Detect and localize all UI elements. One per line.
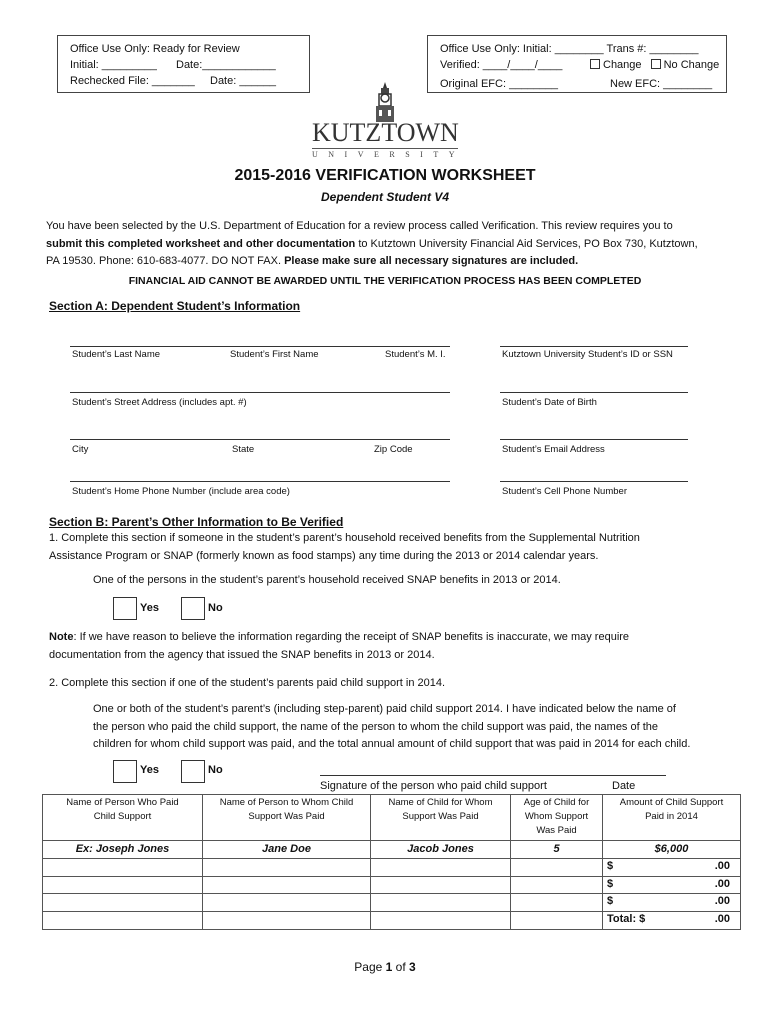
email-line[interactable] — [500, 439, 688, 440]
payer-cell[interactable] — [43, 858, 203, 876]
child-cell[interactable] — [371, 912, 511, 930]
page-footer: Page 1 of 3 — [354, 960, 416, 974]
dob-label: Student’s Date of Birth — [502, 397, 597, 408]
payee-cell[interactable] — [203, 894, 371, 912]
office-left-date: Date:____________ — [176, 59, 276, 71]
header-amount: Amount of Child Support Paid in 2014 — [603, 795, 741, 841]
total-cell[interactable]: Total: $ .00 — [603, 912, 741, 930]
cs-yes-label: Yes — [140, 764, 159, 776]
header-age: Age of Child for Whom Support Was Paid — [511, 795, 603, 841]
age-cell[interactable] — [511, 912, 603, 930]
amount-cell[interactable]: $ .00 — [603, 894, 741, 912]
age-cell[interactable] — [511, 876, 603, 894]
payee-cell[interactable] — [203, 858, 371, 876]
header-payee: Name of Person to Whom Child Support Was Paid — [203, 795, 371, 841]
office-left-line1: Office Use Only: Ready for Review — [70, 43, 240, 55]
example-amount: $6,000 — [603, 841, 741, 859]
clock-tower-icon — [370, 82, 400, 122]
example-age: 5 — [511, 841, 603, 859]
payer-cell[interactable] — [43, 912, 203, 930]
table-header-row — [43, 795, 741, 841]
snap-no-checkbox[interactable] — [181, 597, 205, 620]
home-phone-line[interactable] — [70, 481, 450, 482]
student-id-label: Kutztown University Student’s ID or SSN — [502, 349, 673, 360]
section-b-item2: 2. Complete this section if one of the student’s parents paid child support in 2014. — [49, 677, 446, 689]
change-checkbox[interactable] — [590, 59, 600, 69]
change-label: Change — [603, 59, 642, 71]
name-line[interactable] — [70, 346, 450, 347]
email-label: Student’s Email Address — [502, 444, 605, 455]
new-efc: New EFC: ________ — [610, 78, 713, 90]
table-row — [43, 876, 741, 894]
city-label: City — [72, 444, 89, 455]
cs-yes-checkbox[interactable] — [113, 760, 137, 783]
cell-phone-label: Student’s Cell Phone Number — [502, 486, 627, 497]
child-cell[interactable] — [371, 894, 511, 912]
last-name-label: Student’s Last Name — [72, 349, 161, 360]
child-cell[interactable] — [371, 876, 511, 894]
example-payer: Ex: Joseph Jones — [43, 841, 203, 859]
home-phone-label: Student’s Home Phone Number (include area code) — [72, 486, 290, 497]
example-child: Jacob Jones — [371, 841, 511, 859]
child-support-table — [42, 794, 741, 930]
kutztown-logo — [312, 82, 465, 160]
notice-text: FINANCIAL AID CANNOT BE AWARDED UNTIL THE VERIFICATION PROCESS HAS BEEN COMPLETED — [128, 275, 642, 287]
section-b-item1: 1. Complete this section if someone in the student’s parent’s household received benefits from the Supplemental Nutrition Assistance Program or SNAP (formerly known as food stamps) any time during the 2013 or 2014 calendar years. — [49, 532, 640, 562]
signature-label: Signature of the person who paid child support — [320, 780, 547, 792]
cell-phone-line[interactable] — [500, 481, 688, 482]
age-cell[interactable] — [511, 894, 603, 912]
logo-wordmark: KUTZTOWN — [312, 118, 459, 147]
header-child: Name of Child for Whom Support Was Paid — [371, 795, 511, 841]
intro-paragraph: You have been selected by the U.S. Department of Education for a review process called Verification. This review requires you to submit this completed worksheet and other documentation to Kutztown University Financial Aid Services, PO Box 730, Kutztown, PA 19530. Phone: 610-683-4077. DO NOT FAX. Please make sure all necessary signatures are included. — [46, 220, 698, 267]
office-left-initial: Initial: _________ — [70, 59, 157, 71]
office-right-verified: Verified: ____/____/____ — [440, 59, 563, 71]
date-label: Date — [612, 780, 636, 792]
payer-cell[interactable] — [43, 876, 203, 894]
state-label: State — [232, 444, 255, 455]
no-change-checkbox[interactable] — [651, 59, 661, 69]
no-change-label: No Change — [663, 59, 720, 71]
address-label: Student’s Street Address (includes apt. #) — [72, 397, 247, 408]
worksheet-subtitle: Dependent Student V4 — [320, 190, 449, 204]
header-payer: Name of Person Who Paid Child Support — [43, 795, 203, 841]
amount-cell[interactable]: $ .00 — [603, 858, 741, 876]
section-b-heading: Section B: Parent’s Other Information to Be Verified — [49, 515, 344, 529]
first-name-label: Student’s First Name — [230, 349, 319, 360]
logo-university: UNIVERSITY — [312, 150, 465, 159]
snap-note: Note: If we have reason to believe the information regarding the receipt of SNAP benefits is inaccurate, we may require documentation from the agency that issued the SNAP benefits in 2013 or 2014. — [49, 631, 630, 661]
child-support-statement: One or both of the student’s parent’s (including step-parent) paid child support 2014. I have indicated below the name of the person who paid the child support, the name of the person to whom the child support was paid, the names of the children for whom child support was paid, and the total annual amount of child support that was paid in 2014 for each child. — [93, 703, 691, 750]
child-cell[interactable] — [371, 858, 511, 876]
amount-cell[interactable]: $ .00 — [603, 876, 741, 894]
table-row-total — [43, 912, 741, 930]
example-payee: Jane Doe — [203, 841, 371, 859]
table-row — [43, 894, 741, 912]
dob-line[interactable] — [500, 392, 688, 393]
office-use-box-right — [427, 35, 727, 93]
address-line[interactable] — [70, 392, 450, 393]
section-a-heading: Section A: Dependent Student’s Information — [49, 299, 301, 313]
snap-yes-checkbox[interactable] — [113, 597, 137, 620]
original-efc: Original EFC: ________ — [440, 78, 559, 90]
table-row — [43, 858, 741, 876]
payer-cell[interactable] — [43, 894, 203, 912]
age-cell[interactable] — [511, 858, 603, 876]
worksheet-title: 2015-2016 VERIFICATION WORKSHEET — [234, 167, 536, 184]
city-state-zip-line[interactable] — [70, 439, 450, 440]
zip-label: Zip Code — [374, 444, 413, 455]
snap-no-label: No — [208, 602, 223, 614]
office-left-date2: Date: ______ — [210, 75, 277, 87]
signature-line[interactable] — [320, 775, 666, 776]
office-right-line1: Office Use Only: Initial: ________ Trans #: ________ — [440, 43, 699, 55]
office-left-rechecked: Rechecked File: _______ — [70, 75, 195, 87]
snap-yes-label: Yes — [140, 602, 159, 614]
payee-cell[interactable] — [203, 912, 371, 930]
mi-label: Student’s M. I. — [385, 349, 446, 360]
student-id-line[interactable] — [500, 346, 688, 347]
cs-no-label: No — [208, 764, 223, 776]
office-use-box-left — [57, 35, 310, 93]
table-row-example — [43, 841, 741, 859]
payee-cell[interactable] — [203, 876, 371, 894]
cs-no-checkbox[interactable] — [181, 760, 205, 783]
snap-statement: One of the persons in the student’s parent’s household received SNAP benefits in 2013 or 2014. — [93, 574, 561, 586]
